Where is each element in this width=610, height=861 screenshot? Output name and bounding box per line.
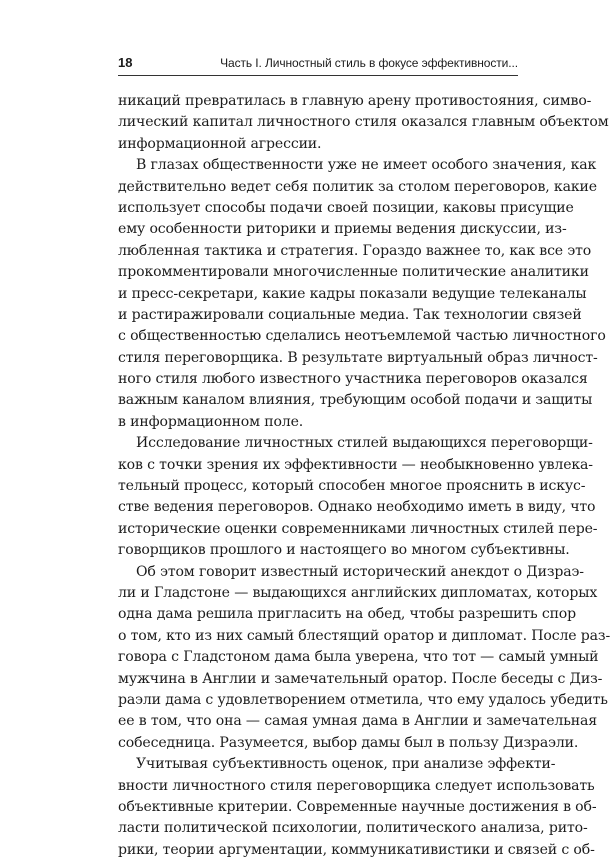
text-line: и растиражировали социальные медиа. Так технологии связей [118,306,582,323]
text-line: о том, кто из них самый блестящий оратор и дипломат. После раз- [118,627,610,644]
text-line: любленная тактика и стратегия. Гораздо важнее то, как все это [118,242,592,259]
paragraph [118,91,609,155]
text-line: ему особенности риторики и приемы ведения дискуссии, из- [118,221,567,238]
text-line: ного стиля любого известного участника переговоров оказался [118,371,588,388]
text-line: действительно ведет себя политик за столом переговоров, какие [118,178,597,195]
text-line: использует способы подачи своей позиции, каковы присущие [118,199,574,216]
text-line: важным каналом влияния, требующим особой подачи и защиты [118,392,593,409]
paragraph [118,754,597,861]
text-line: рики, теории аргументации, коммуникативистики и связей с об- [118,841,595,858]
text-line: информационной агрессии. [118,135,322,152]
text-line: Учитывая субъективность оценок, при анализе эффекти- [136,756,556,773]
text-line: никаций превратилась в главную арену противостояния, симво- [118,93,592,109]
text-line: и пресс-секретари, какие кадры показали ведущие телеканалы [118,285,587,302]
body-text [118,91,610,861]
text-line: с общественностью сделались неотъемлемой частью личностного [118,328,606,345]
text-line: Исследование личностных стилей выдающихся переговорщи- [136,435,593,452]
text-line: в информационном поле. [118,413,304,430]
text-line: стиля переговорщика. В результате виртуальный образ личност- [118,349,598,366]
text-line: мужчина в Англии и замечательный оратор. После беседы с Диз- [118,670,603,687]
text-line: ли и Гладстоне — выдающихся английских дипломатах, которых [118,584,598,601]
text-line: ее в том, что она — самая умная дама в Англии и замечательная [118,713,597,730]
text-line: Об этом говорит известный исторический анекдот о Дизраэ- [136,563,584,580]
page-number: 18 [118,55,133,70]
text-line: В глазах общественности уже не имеет особого значения, как [136,157,597,174]
text-line: ков с точки зрения их эффективности — необыкновенно увлека- [118,456,593,473]
text-line: прокомментировали многочисленные политические аналитики [118,264,589,281]
text-line: собеседница. Разумеется, выбор дамы был в пользу Дизраэли. [118,734,579,751]
text-line: говорщиков прошлого и настоящего во многом субъективны. [118,542,570,559]
text-line: раэли дама с удовлетворением отметила, что ему удалось убедить [118,691,608,708]
running-header [118,53,518,76]
text-line: исторические оценки современниками личностных стилей пере- [118,520,598,537]
text-line: вности личностного стиля переговорщика следует использовать [118,777,595,794]
text-line: объективные критерии. Современные научные достижения в об- [118,798,597,815]
text-line: тельный процесс, который способен многое прояснить в искус- [118,478,586,495]
text-line: говора с Гладстоном дама была уверена, что тот — самый умный [118,649,599,666]
text-line: одна дама решила пригласить на обед, чтобы разрешить спор [118,606,577,623]
text-line: ласти политической психологии, политического анализа, рито- [118,820,588,837]
paragraph [118,562,610,755]
running-title: Часть I. Личностный стиль в фокусе эффективности... [220,56,518,70]
paragraph [118,155,606,433]
text-line: лический капитал личностного стиля оказался главным объектом [118,114,609,131]
text-line: стве ведения переговоров. Однако необходимо иметь в виду, что [118,499,596,516]
paragraph [118,433,598,561]
